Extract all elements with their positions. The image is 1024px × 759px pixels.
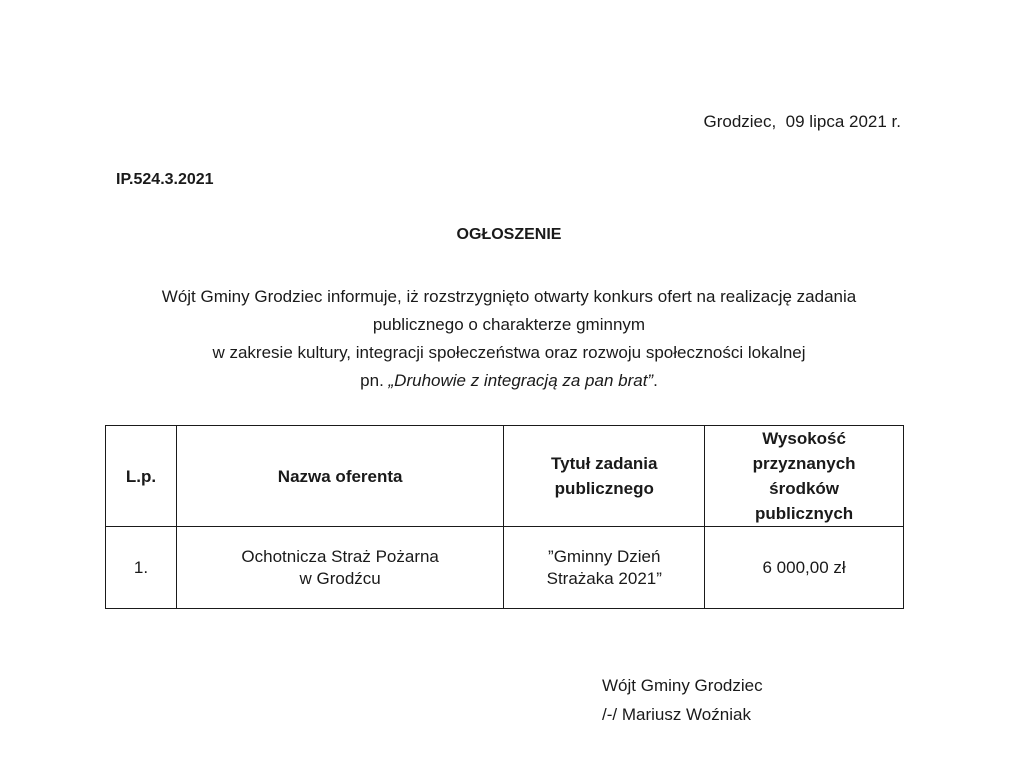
signature-name: /-/ Mariusz Woźniak <box>602 705 751 724</box>
table-row <box>106 527 904 609</box>
results-table <box>105 425 904 609</box>
document-title: OGŁOSZENIE <box>456 226 562 243</box>
header-task-title: Tytuł zadania publicznego <box>504 426 705 527</box>
intro-line-4-suffix: . <box>653 371 658 390</box>
intro-line-3: w zakresie kultury, integracji społeczeństwa oraz rozwoju społeczności lokalnej <box>212 343 806 362</box>
intro-line-1: Wójt Gminy Grodziec informuje, iż rozstrzygnięto otwarty konkurs ofert na realizację zadania <box>161 287 857 306</box>
task-name: „Druhowie z integracją za pan brat” <box>388 371 654 390</box>
table-header-row <box>106 426 904 527</box>
announcement-intro <box>0 283 1018 395</box>
signature-role: Wójt Gminy Grodziec <box>602 676 763 695</box>
cell-lp: 1. <box>106 527 177 609</box>
intro-line-2: publicznego o charakterze gminnym <box>372 315 646 334</box>
place-date: Grodziec, 09 lipca 2021 r. <box>703 112 901 131</box>
intro-line-4-prefix: pn. <box>360 371 389 390</box>
signature-block <box>602 671 763 729</box>
reference-number: IP.524.3.2021 <box>116 171 214 188</box>
header-amount: Wysokość przyznanych środków publicznych <box>705 426 904 527</box>
intro-line-4 <box>0 367 1018 395</box>
header-lp: L.p. <box>106 426 177 527</box>
cell-task-title: ”Gminny Dzień Strażaka 2021” <box>504 527 705 609</box>
header-offeror-name: Nazwa oferenta <box>176 426 503 527</box>
cell-offeror-name: Ochotnicza Straż Pożarna w Grodźcu <box>176 527 503 609</box>
cell-amount: 6 000,00 zł <box>705 527 904 609</box>
